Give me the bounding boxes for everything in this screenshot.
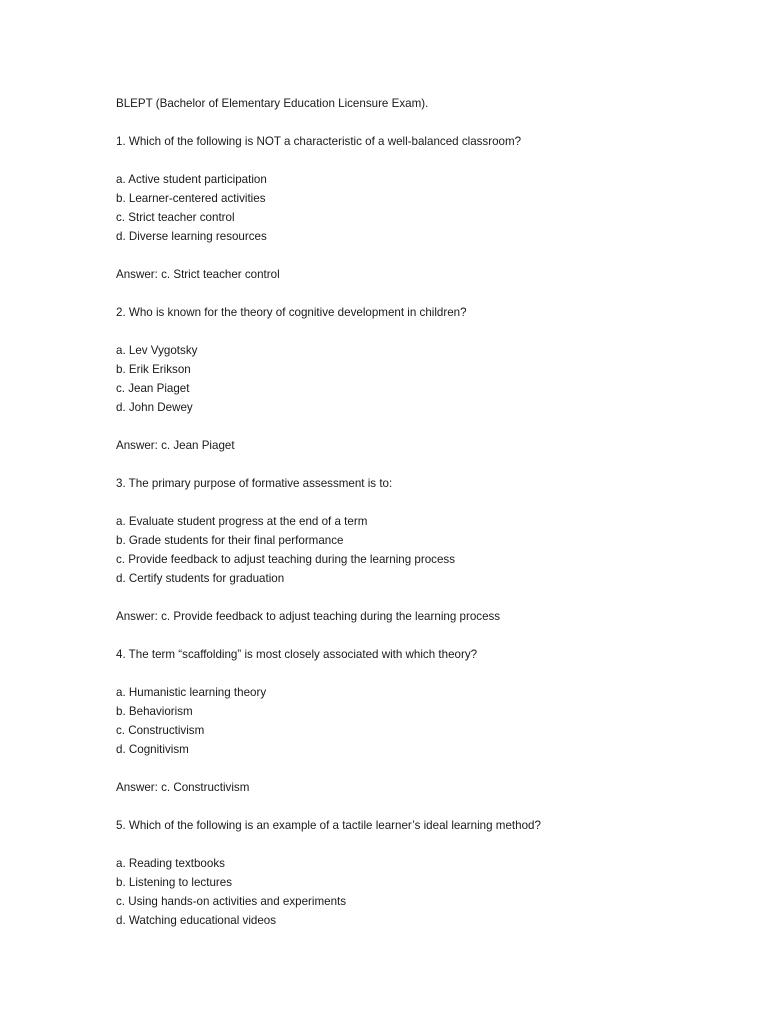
spacer [116, 626, 716, 645]
question-text: 4. The term “scaffolding” is most closely associated with which theory? [116, 648, 478, 661]
document-title: BLEPT (Bachelor of Elementary Education Licensure Exam). [116, 97, 429, 110]
question-block-1 [116, 132, 716, 303]
document-body [116, 94, 716, 930]
spacer [116, 588, 716, 607]
option-a: a. Humanistic learning theory [116, 686, 267, 699]
spacer [116, 284, 716, 303]
option-d: d. Certify students for graduation [116, 572, 285, 585]
option-c: c. Provide feedback to adjust teaching during the learning process [116, 553, 456, 566]
option-b: b. Listening to lectures [116, 876, 233, 889]
spacer [116, 455, 716, 474]
option-a: a. Active student participation [116, 173, 267, 186]
option-c: c. Strict teacher control [116, 211, 235, 224]
answer-text: Answer: c. Constructivism [116, 781, 250, 794]
option-b: b. Learner-centered activities [116, 192, 266, 205]
question-block-4 [116, 645, 716, 816]
option-b: b. Erik Erikson [116, 363, 191, 376]
question-text: 5. Which of the following is an example of a tactile learner’s ideal learning method? [116, 819, 541, 832]
spacer [116, 493, 716, 512]
option-a: a. Evaluate student progress at the end of a term [116, 515, 368, 528]
spacer [116, 835, 716, 854]
option-c: c. Jean Piaget [116, 382, 190, 395]
option-b: b. Behaviorism [116, 705, 193, 718]
answer-text: Answer: c. Provide feedback to adjust teaching during the learning process [116, 610, 501, 623]
option-d: d. Watching educational videos [116, 914, 277, 927]
spacer [116, 246, 716, 265]
spacer [116, 664, 716, 683]
spacer [116, 322, 716, 341]
option-a: a. Reading textbooks [116, 857, 225, 870]
question-text: 1. Which of the following is NOT a characteristic of a well-balanced classroom? [116, 135, 522, 148]
option-a: a. Lev Vygotsky [116, 344, 198, 357]
answer-text: Answer: c. Strict teacher control [116, 268, 280, 281]
question-block-3 [116, 474, 716, 645]
question-block-2 [116, 303, 716, 474]
option-c: c. Using hands-on activities and experiments [116, 895, 347, 908]
question-block-5 [116, 816, 716, 930]
spacer [116, 151, 716, 170]
spacer [116, 113, 716, 132]
spacer [116, 417, 716, 436]
question-text: 3. The primary purpose of formative assessment is to: [116, 477, 393, 490]
spacer [116, 759, 716, 778]
answer-text: Answer: c. Jean Piaget [116, 439, 235, 452]
question-text: 2. Who is known for the theory of cognitive development in children? [116, 306, 467, 319]
spacer [116, 797, 716, 816]
option-b: b. Grade students for their final performance [116, 534, 344, 547]
option-d: d. Cognitivism [116, 743, 189, 756]
option-d: d. Diverse learning resources [116, 230, 267, 243]
option-c: c. Constructivism [116, 724, 205, 737]
option-d: d. John Dewey [116, 401, 193, 414]
